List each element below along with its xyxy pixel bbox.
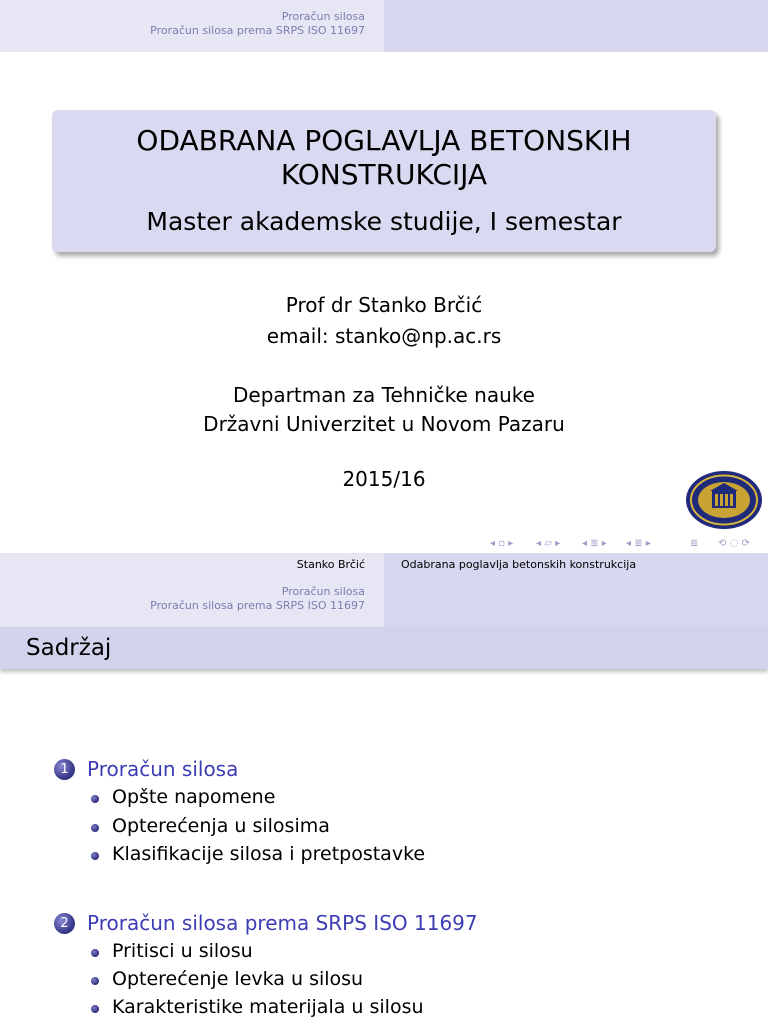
header-section[interactable]: Proračun silosa <box>281 585 365 598</box>
subtitle: Master akademske studije, I semestar <box>146 207 622 236</box>
title-line-2: KONSTRUKCIJA <box>280 158 488 191</box>
footer-right <box>384 553 768 577</box>
nav-document[interactable]: ◂ ≣ ▸ <box>626 538 651 549</box>
bullet-icon <box>91 795 99 803</box>
bullet-icon <box>91 852 99 860</box>
title-line-1: ODABRANA POGLAVLJA BETONSKIH <box>136 124 632 157</box>
toc-subsection[interactable]: Opterećenje levka u silosu <box>112 968 364 990</box>
header-right-panel <box>384 577 768 627</box>
bullet-icon <box>91 949 99 957</box>
header-section[interactable]: Proračun silosa <box>281 10 365 23</box>
footer-left <box>0 553 384 577</box>
bullet-icon <box>91 1005 99 1013</box>
toc-subsection[interactable]: Opšte napomene <box>112 786 276 808</box>
footer-title: Odabrana poglavlja betonskih konstrukcija <box>401 558 637 571</box>
toc-subsection[interactable]: Opterećenja u silosima <box>112 815 330 837</box>
toc-section-title[interactable]: Proračun silosa <box>87 757 239 781</box>
footer-author: Stanko Brčić <box>296 558 365 571</box>
frame-title: Sadržaj <box>26 635 112 661</box>
header-subsection[interactable]: Proračun silosa prema SRPS ISO 11697 <box>150 599 365 612</box>
toc-subsection[interactable]: Karakteristike materijala u silosu <box>112 996 424 1018</box>
institute-line-2: Državni Univerzitet u Novom Pazaru <box>203 412 565 436</box>
institute-line-1: Departman za Tehničke nauke <box>233 383 535 407</box>
frame-title-bar <box>0 627 768 669</box>
date: 2015/16 <box>342 467 426 491</box>
nav-section[interactable]: ◂ ≣ ▸ <box>582 538 607 549</box>
nav-search-icon[interactable]: ⟲ ◌ ⟳ <box>718 538 750 549</box>
slide1-header <box>0 0 768 52</box>
toc-subsection[interactable]: Klasifikacije silosa i pretpostavke <box>112 843 426 865</box>
toc-section-title[interactable]: Proračun silosa prema SRPS ISO 11697 <box>87 911 478 935</box>
bullet-icon <box>91 977 99 985</box>
slide2-header <box>0 577 768 627</box>
header-right-panel <box>384 0 768 52</box>
header-left-panel <box>0 0 384 52</box>
toc-subsection[interactable]: Pritisci u silosu <box>112 940 253 962</box>
author: Prof dr Stanko Brčić <box>285 293 483 317</box>
nav-frame-prev-next[interactable]: ◂ ▫ ▸ <box>490 538 514 549</box>
toc-section-number: 2 <box>54 913 75 934</box>
toc-section-number: 1 <box>54 759 75 780</box>
university-logo <box>684 470 764 530</box>
email: email: stanko@np.ac.rs <box>266 324 502 348</box>
nav-subsection[interactable]: ◂ ▱ ▸ <box>536 538 561 549</box>
title-box <box>52 110 716 252</box>
bullet-icon <box>91 824 99 832</box>
header-subsection[interactable]: Proračun silosa prema SRPS ISO 11697 <box>150 24 365 37</box>
nav-appendix[interactable]: ≣ <box>690 538 699 549</box>
header-left-panel <box>0 577 384 627</box>
